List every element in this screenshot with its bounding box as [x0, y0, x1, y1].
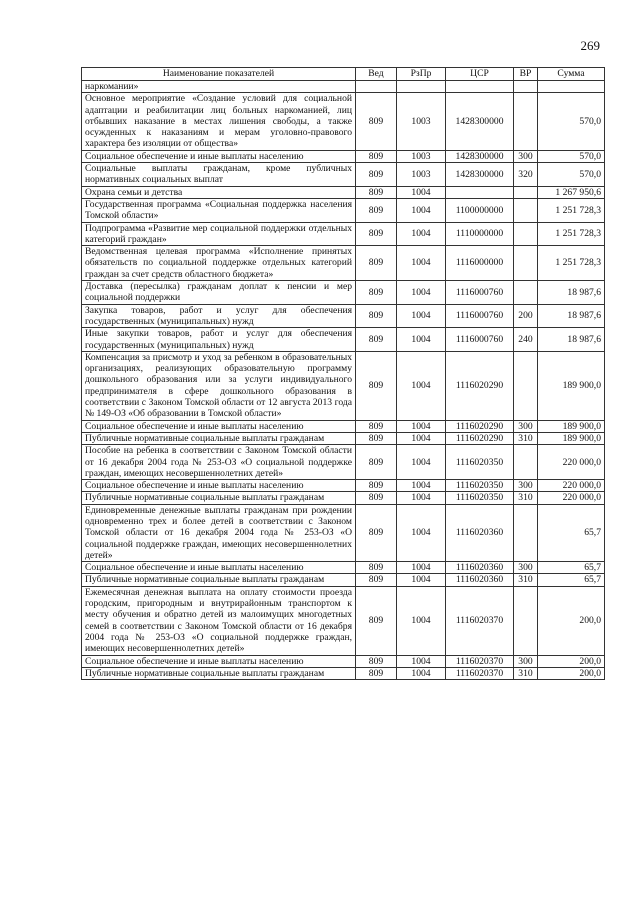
header-name: Наименование показателей [82, 68, 356, 81]
table-row [82, 574, 605, 586]
cell-vr [514, 93, 538, 150]
cell-ved: 809 [356, 586, 397, 655]
cell-ved: 809 [356, 432, 397, 444]
cell-ved: 809 [356, 667, 397, 679]
cell-rzpr: 1004 [397, 281, 446, 305]
table-row [82, 150, 605, 162]
cell-ved: 809 [356, 562, 397, 574]
page-number: 269 [580, 38, 600, 53]
cell-vr: 200 [514, 304, 538, 328]
cell-vr [514, 81, 538, 93]
cell-ved: 809 [356, 198, 397, 222]
cell-csr: 1116000760 [446, 328, 514, 352]
table-row [82, 351, 605, 420]
cell-name: Социальное обеспечение и иные выплаты населению [82, 420, 356, 432]
table-row [82, 562, 605, 574]
cell-csr: 1116020360 [446, 574, 514, 586]
cell-name: Социальное обеспечение и иные выплаты населению [82, 562, 356, 574]
table-body [82, 81, 605, 680]
table-header-row [82, 68, 605, 81]
cell-sum: 189 900,0 [538, 432, 605, 444]
cell-name: Пособие на ребенка в соответствии с Законом Томской области от 16 декабря 2004 года № 253-ОЗ «О социальной поддержке граждан, имеющих несовершеннолетних детей» [82, 445, 356, 480]
cell-ved: 809 [356, 304, 397, 328]
cell-vr: 240 [514, 328, 538, 352]
cell-name: Единовременные денежные выплаты гражданам при рождении одновременно трех и более детей в соответствии с Законом Томской области от 16 декабря 2004 года № 253-ОЗ «О социальной поддержке граждан, имеющих несовершеннолетних детей» [82, 504, 356, 561]
cell-vr: 310 [514, 574, 538, 586]
cell-vr: 310 [514, 667, 538, 679]
cell-csr: 1116020290 [446, 420, 514, 432]
cell-name: Ведомственная целевая программа «Исполнение принятых обязательств по социальной поддержке отдельных категорий граждан за счет средств областного бюджета» [82, 246, 356, 281]
cell-ved: 809 [356, 328, 397, 352]
cell-ved: 809 [356, 246, 397, 281]
cell-sum: 189 900,0 [538, 420, 605, 432]
cell-csr: 1116020370 [446, 667, 514, 679]
cell-ved: 809 [356, 655, 397, 667]
cell-csr: 1116020290 [446, 432, 514, 444]
cell-rzpr: 1004 [397, 574, 446, 586]
cell-sum: 65,7 [538, 574, 605, 586]
cell-csr: 1116000760 [446, 281, 514, 305]
cell-vr [514, 222, 538, 246]
cell-sum: 1 251 728,3 [538, 222, 605, 246]
cell-vr [514, 351, 538, 420]
cell-sum: 220 000,0 [538, 480, 605, 492]
cell-rzpr: 1004 [397, 480, 446, 492]
cell-name: Охрана семьи и детства [82, 186, 356, 198]
cell-ved [356, 81, 397, 93]
cell-name: Основное мероприятие «Создание условий для социальной адаптации и реабилитации лиц больных наркоманией, лиц отбывших наказание в местах лишения свободы, а также осужденных к наказаниям и мерам уголовно-правового характера без изоляции от общества» [82, 93, 356, 150]
cell-vr: 300 [514, 562, 538, 574]
cell-rzpr: 1004 [397, 351, 446, 420]
table-row [82, 480, 605, 492]
cell-csr: 1116020370 [446, 586, 514, 655]
cell-rzpr: 1004 [397, 328, 446, 352]
cell-name: Доставка (пересылка) гражданам доплат к пенсии и мер социальной поддержки [82, 281, 356, 305]
cell-vr [514, 198, 538, 222]
cell-vr: 300 [514, 480, 538, 492]
cell-rzpr: 1004 [397, 420, 446, 432]
header-csr: ЦСР [446, 68, 514, 81]
cell-vr: 300 [514, 150, 538, 162]
cell-sum: 220 000,0 [538, 492, 605, 504]
cell-csr: 1110000000 [446, 222, 514, 246]
header-vr: ВР [514, 68, 538, 81]
cell-ved: 809 [356, 445, 397, 480]
cell-rzpr: 1004 [397, 246, 446, 281]
table-row [82, 163, 605, 187]
cell-name: Публичные нормативные социальные выплаты гражданам [82, 492, 356, 504]
cell-rzpr: 1004 [397, 222, 446, 246]
cell-csr: 1428300000 [446, 93, 514, 150]
cell-ved: 809 [356, 281, 397, 305]
cell-vr: 300 [514, 420, 538, 432]
cell-ved: 809 [356, 186, 397, 198]
cell-sum: 570,0 [538, 163, 605, 187]
cell-sum: 18 987,6 [538, 328, 605, 352]
cell-name: наркомании» [82, 81, 356, 93]
cell-rzpr: 1004 [397, 655, 446, 667]
cell-csr: 1100000000 [446, 198, 514, 222]
table-row [82, 504, 605, 561]
cell-csr [446, 81, 514, 93]
table-row [82, 186, 605, 198]
cell-name: Ежемесячная денежная выплата на оплату стоимости проезда городским, пригородным и внутрирайонным транспортом к месту обучения и обратно детей из малоимущих многодетных семей в соответствии с Законом Томской области от 16 декабря 2004 года № 253-ОЗ «О социальной поддержке граждан, имеющих несовершеннолетних детей» [82, 586, 356, 655]
cell-sum: 1 267 950,6 [538, 186, 605, 198]
cell-ved: 809 [356, 574, 397, 586]
table-row [82, 445, 605, 480]
cell-rzpr: 1003 [397, 150, 446, 162]
cell-sum: 570,0 [538, 150, 605, 162]
cell-csr: 1116020350 [446, 480, 514, 492]
cell-sum: 220 000,0 [538, 445, 605, 480]
table-row [82, 281, 605, 305]
cell-vr [514, 586, 538, 655]
cell-csr: 1116020290 [446, 351, 514, 420]
cell-ved: 809 [356, 150, 397, 162]
cell-rzpr: 1004 [397, 445, 446, 480]
header-ved: Вед [356, 68, 397, 81]
cell-csr: 1116020350 [446, 445, 514, 480]
cell-sum: 200,0 [538, 586, 605, 655]
cell-ved: 809 [356, 351, 397, 420]
cell-vr [514, 246, 538, 281]
cell-rzpr: 1004 [397, 304, 446, 328]
cell-sum: 65,7 [538, 562, 605, 574]
cell-csr: 1116020370 [446, 655, 514, 667]
cell-name: Социальное обеспечение и иные выплаты населению [82, 150, 356, 162]
cell-rzpr: 1004 [397, 492, 446, 504]
cell-rzpr: 1004 [397, 586, 446, 655]
cell-rzpr: 1004 [397, 504, 446, 561]
cell-name: Социальное обеспечение и иные выплаты населению [82, 655, 356, 667]
table-row [82, 246, 605, 281]
cell-name: Закупка товаров, работ и услуг для обеспечения государственных (муниципальных) нужд [82, 304, 356, 328]
cell-sum [538, 81, 605, 93]
cell-rzpr: 1004 [397, 432, 446, 444]
cell-vr: 320 [514, 163, 538, 187]
table-row [82, 198, 605, 222]
cell-csr: 1428300000 [446, 150, 514, 162]
cell-vr: 310 [514, 432, 538, 444]
cell-sum: 65,7 [538, 504, 605, 561]
cell-csr: 1428300000 [446, 163, 514, 187]
budget-table [81, 67, 605, 680]
table-row [82, 81, 605, 93]
cell-name: Публичные нормативные социальные выплаты гражданам [82, 432, 356, 444]
cell-csr: 1116000760 [446, 304, 514, 328]
cell-vr [514, 504, 538, 561]
cell-ved: 809 [356, 420, 397, 432]
table-row [82, 304, 605, 328]
cell-csr: 1116020350 [446, 492, 514, 504]
header-sum: Сумма [538, 68, 605, 81]
cell-name: Социальные выплаты гражданам, кроме публичных нормативных социальных выплат [82, 163, 356, 187]
table-row [82, 420, 605, 432]
table-row [82, 432, 605, 444]
cell-name: Социальное обеспечение и иные выплаты населению [82, 480, 356, 492]
cell-rzpr: 1004 [397, 562, 446, 574]
cell-sum: 570,0 [538, 93, 605, 150]
cell-rzpr: 1004 [397, 198, 446, 222]
cell-vr: 310 [514, 492, 538, 504]
table-row [82, 492, 605, 504]
cell-vr: 300 [514, 655, 538, 667]
cell-ved: 809 [356, 480, 397, 492]
cell-csr: 1116000000 [446, 246, 514, 281]
cell-ved: 809 [356, 163, 397, 187]
cell-sum: 1 251 728,3 [538, 246, 605, 281]
cell-name: Подпрограмма «Развитие мер социальной поддержки отдельных категорий граждан» [82, 222, 356, 246]
cell-name: Компенсация за присмотр и уход за ребенком в образовательных организациях, реализующих образовательную программу дошкольного образования или за услуги индивидуального предпринимателя в сфере дошкольного образования в соответствии с Законом Томской области от 12 августа 2013 года № 149-ОЗ «Об образовании в Томской области» [82, 351, 356, 420]
table-row [82, 586, 605, 655]
cell-rzpr: 1003 [397, 163, 446, 187]
table-row [82, 655, 605, 667]
cell-ved: 809 [356, 222, 397, 246]
cell-csr [446, 186, 514, 198]
cell-name: Государственная программа «Социальная поддержка населения Томской области» [82, 198, 356, 222]
cell-sum: 200,0 [538, 655, 605, 667]
cell-vr [514, 281, 538, 305]
cell-name: Публичные нормативные социальные выплаты гражданам [82, 574, 356, 586]
cell-ved: 809 [356, 93, 397, 150]
table-row [82, 222, 605, 246]
cell-rzpr: 1004 [397, 186, 446, 198]
cell-csr: 1116020360 [446, 504, 514, 561]
cell-name: Иные закупки товаров, работ и услуг для обеспечения государственных (муниципальных) нужд [82, 328, 356, 352]
cell-vr [514, 445, 538, 480]
cell-sum: 1 251 728,3 [538, 198, 605, 222]
cell-sum: 189 900,0 [538, 351, 605, 420]
cell-rzpr: 1003 [397, 93, 446, 150]
header-rzpr: РзПр [397, 68, 446, 81]
cell-ved: 809 [356, 504, 397, 561]
cell-ved: 809 [356, 492, 397, 504]
table-row [82, 93, 605, 150]
cell-rzpr: 1004 [397, 667, 446, 679]
cell-name: Публичные нормативные социальные выплаты гражданам [82, 667, 356, 679]
table-row [82, 328, 605, 352]
cell-sum: 18 987,6 [538, 281, 605, 305]
cell-csr: 1116020360 [446, 562, 514, 574]
cell-rzpr [397, 81, 446, 93]
cell-sum: 18 987,6 [538, 304, 605, 328]
table-row [82, 667, 605, 679]
cell-vr [514, 186, 538, 198]
cell-sum: 200,0 [538, 667, 605, 679]
